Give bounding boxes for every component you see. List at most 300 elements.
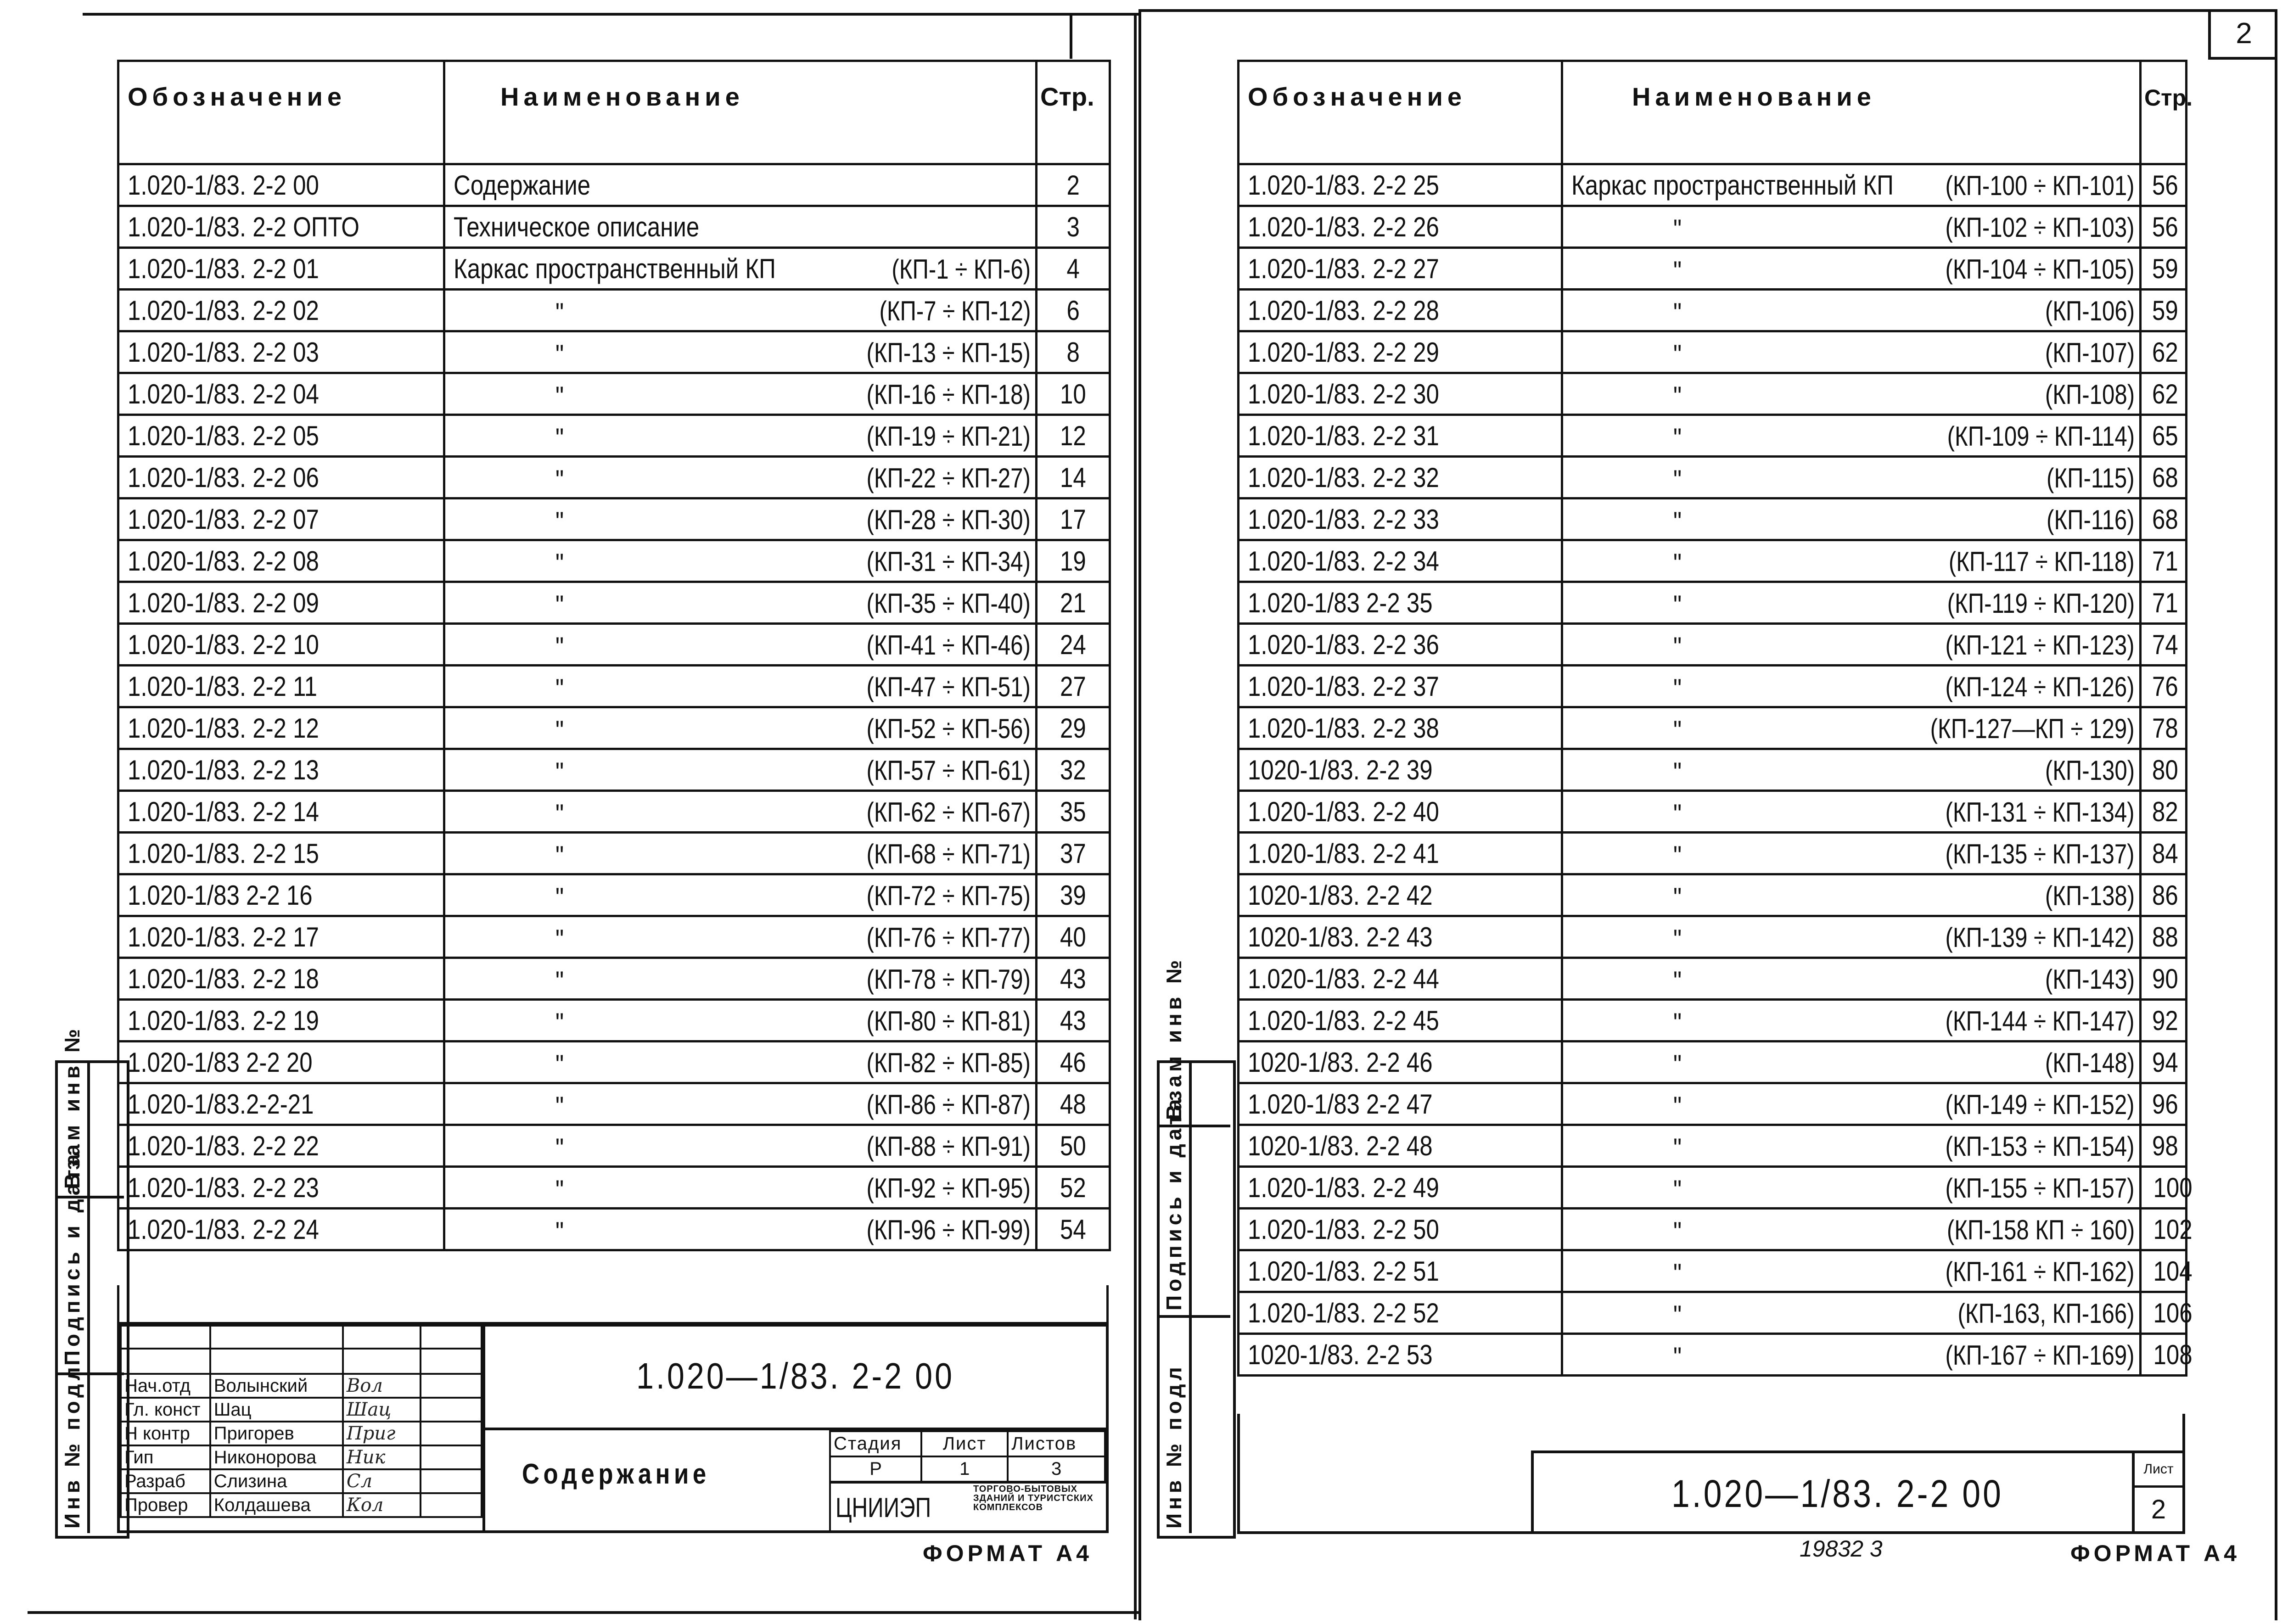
row-page-number: 98 bbox=[2152, 1130, 2178, 1161]
ditto-mark: " bbox=[555, 799, 564, 829]
row-code-text: 1.020-1/83.2-2-21 bbox=[128, 1088, 314, 1120]
row-code bbox=[1239, 457, 1562, 498]
doc-code-cell bbox=[482, 1325, 1106, 1430]
row-name bbox=[1562, 916, 2141, 958]
row-page-number: 17 bbox=[1060, 504, 1086, 535]
row-page bbox=[1037, 1042, 1110, 1083]
row-name bbox=[1562, 1000, 2141, 1042]
signer-name: Никонорова bbox=[210, 1445, 343, 1469]
row-page bbox=[1037, 666, 1110, 707]
row-name bbox=[444, 624, 1037, 666]
table-row bbox=[1239, 874, 2187, 916]
row-code-text: 1.020-1/83. 2-2 08 bbox=[128, 545, 319, 577]
row-page-number: 71 bbox=[2152, 587, 2178, 618]
row-name bbox=[1562, 498, 2141, 540]
row-name bbox=[1562, 1083, 2141, 1125]
row-code-text: 1.020-1/83. 2-2 33 bbox=[1248, 504, 1439, 535]
table-row bbox=[1239, 1042, 2187, 1083]
row-page-number: 74 bbox=[2152, 629, 2178, 660]
row-range: (КП-78 ÷ КП-79) bbox=[866, 964, 1031, 995]
row-code-text: 1.020-1/83. 2-2 10 bbox=[128, 629, 319, 660]
row-page-number: 6 bbox=[1066, 295, 1080, 326]
strip-label-inventory: Инв № подл bbox=[60, 1363, 84, 1529]
org-name: ЦНИИЭП bbox=[836, 1492, 931, 1523]
title-block bbox=[1531, 1450, 2185, 1534]
table-row bbox=[118, 206, 1110, 248]
row-name-text: Каркас пространственный КП bbox=[454, 253, 776, 284]
row-page-number: 54 bbox=[1060, 1214, 1086, 1245]
row-code-text: 1.020-1/83. 2-2 26 bbox=[1248, 211, 1439, 242]
row-code-text: 1.020-1/83. 2-2 09 bbox=[128, 587, 319, 618]
row-name bbox=[1562, 206, 2141, 248]
signer-name: Колдашева bbox=[210, 1493, 343, 1517]
row-code-text: 1.020-1/83. 2-2 27 bbox=[1248, 253, 1439, 284]
row-name bbox=[444, 916, 1037, 958]
row-page bbox=[2141, 624, 2187, 666]
row-code-text: 1.020-1/83. 2-2 41 bbox=[1248, 838, 1439, 869]
frame-bottom-line bbox=[28, 1611, 1138, 1614]
header-name: Наименование bbox=[1562, 61, 2141, 164]
table-row bbox=[1239, 248, 2187, 290]
row-page bbox=[2141, 958, 2187, 1000]
table-row bbox=[1239, 1334, 2187, 1376]
row-name bbox=[444, 1083, 1037, 1125]
row-code-text: 1.020-1/83. 2-2 15 bbox=[128, 838, 319, 869]
row-name bbox=[444, 582, 1037, 624]
row-code-text: 1020-1/83. 2-2 39 bbox=[1248, 754, 1433, 785]
row-range: (КП-153 ÷ КП-154) bbox=[1945, 1131, 2135, 1162]
signature: Сл bbox=[343, 1469, 421, 1493]
row-code bbox=[118, 331, 444, 373]
signer-role: Нач.отд bbox=[121, 1374, 210, 1398]
row-code-text: 1.020-1/83. 2-2 05 bbox=[128, 420, 319, 451]
row-range: (КП-143) bbox=[2045, 964, 2135, 995]
sheet-value: 1 bbox=[921, 1456, 1008, 1482]
row-code-text: 1.020-1/83. 2-2 13 bbox=[128, 754, 319, 785]
ditto-mark: " bbox=[555, 548, 564, 579]
row-page bbox=[2141, 290, 2187, 331]
signer-row bbox=[121, 1374, 482, 1398]
row-page bbox=[1037, 874, 1110, 916]
row-code-text: 1.020-1/83. 2-2 03 bbox=[128, 336, 319, 368]
row-name bbox=[1562, 749, 2141, 791]
ditto-mark: " bbox=[555, 339, 564, 370]
table-row bbox=[1239, 958, 2187, 1000]
row-name bbox=[444, 666, 1037, 707]
row-range: (КП-19 ÷ КП-21) bbox=[866, 421, 1031, 452]
doc-code: 1.020—1/83. 2-2 00 bbox=[1671, 1472, 2003, 1515]
ditto-mark: " bbox=[1673, 632, 1682, 662]
row-name bbox=[1562, 415, 2141, 457]
table-row bbox=[118, 1167, 1110, 1209]
row-code-text: 1.020-1/83 2-2 47 bbox=[1248, 1088, 1433, 1120]
row-range: (КП-47 ÷ КП-51) bbox=[866, 672, 1031, 702]
ditto-mark: " bbox=[555, 423, 564, 454]
date-cell bbox=[421, 1398, 482, 1422]
table-row bbox=[1239, 1250, 2187, 1292]
row-code bbox=[1239, 1042, 1562, 1083]
row-name bbox=[444, 707, 1037, 749]
table-row bbox=[118, 958, 1110, 1000]
doc-code: 1.020—1/83. 2-2 00 bbox=[636, 1355, 955, 1396]
row-page-number: 90 bbox=[2152, 963, 2178, 994]
row-name bbox=[1562, 582, 2141, 624]
row-page-number: 48 bbox=[1060, 1088, 1086, 1120]
row-code bbox=[1239, 707, 1562, 749]
ditto-mark: " bbox=[555, 1175, 564, 1205]
row-code-text: 1.020-1/83. 2-2 37 bbox=[1248, 671, 1439, 702]
row-code-text: 1.020-1/83. 2-2 14 bbox=[128, 796, 319, 827]
frame-right-line bbox=[2275, 9, 2277, 1620]
row-range: (КП-148) bbox=[2045, 1047, 2135, 1078]
ditto-mark: " bbox=[1673, 799, 1682, 829]
strip-label-signature: Подпись и дата bbox=[1162, 1095, 1186, 1310]
ditto-mark: " bbox=[1673, 882, 1682, 913]
row-page bbox=[2141, 457, 2187, 498]
ditto-mark: " bbox=[1673, 339, 1682, 370]
ditto-mark: " bbox=[1673, 1175, 1682, 1205]
row-code bbox=[1239, 164, 1562, 206]
row-page bbox=[1037, 1083, 1110, 1125]
row-page bbox=[2141, 373, 2187, 415]
row-range: (КП-57 ÷ КП-61) bbox=[866, 755, 1031, 786]
row-page bbox=[2141, 1167, 2193, 1209]
ditto-mark: " bbox=[1673, 966, 1682, 997]
row-code bbox=[1239, 1083, 1562, 1125]
row-range: (КП-121 ÷ КП-123) bbox=[1945, 630, 2135, 661]
row-code bbox=[1239, 498, 1562, 540]
row-range: (КП-52 ÷ КП-56) bbox=[866, 713, 1031, 744]
row-page bbox=[2141, 164, 2187, 206]
table-row bbox=[1239, 164, 2187, 206]
ditto-mark: " bbox=[1673, 757, 1682, 788]
row-page-number: 21 bbox=[1060, 587, 1086, 618]
row-page-number: 14 bbox=[1060, 462, 1086, 493]
right-page bbox=[1138, 0, 2288, 1624]
row-code bbox=[118, 1083, 444, 1125]
table-row bbox=[1239, 457, 2187, 498]
row-page bbox=[1037, 457, 1110, 498]
stage-label: Стадия bbox=[830, 1431, 921, 1456]
table-row bbox=[118, 874, 1110, 916]
row-page-number: 50 bbox=[1060, 1130, 1086, 1161]
row-name bbox=[444, 248, 1037, 290]
ditto-mark: " bbox=[555, 715, 564, 746]
row-code bbox=[118, 874, 444, 916]
row-code-text: 1.020-1/83. 2-2 51 bbox=[1248, 1255, 1439, 1287]
ditto-mark: " bbox=[1673, 1049, 1682, 1080]
row-range: (КП-104 ÷ КП-105) bbox=[1945, 254, 2135, 285]
ditto-mark: " bbox=[555, 506, 564, 537]
row-page-number: 56 bbox=[2152, 169, 2178, 201]
table-row bbox=[1239, 582, 2187, 624]
row-range: (КП-124 ÷ КП-126) bbox=[1945, 672, 2135, 702]
row-code bbox=[118, 791, 444, 833]
doc-title: Содержание bbox=[522, 1458, 710, 1490]
ditto-mark: " bbox=[1673, 1008, 1682, 1038]
row-name bbox=[1562, 248, 2141, 290]
row-page bbox=[1037, 749, 1110, 791]
row-page-number: 59 bbox=[2152, 295, 2178, 326]
row-code-text: 1.020-1/83. 2-2 32 bbox=[1248, 462, 1439, 493]
ditto-mark: " bbox=[555, 966, 564, 997]
row-code bbox=[1239, 415, 1562, 457]
table-row bbox=[118, 1000, 1110, 1042]
table-row bbox=[1239, 415, 2187, 457]
row-code bbox=[118, 1125, 444, 1167]
row-range: (КП-76 ÷ КП-77) bbox=[866, 922, 1031, 953]
table-row bbox=[1239, 373, 2187, 415]
stage-table bbox=[829, 1430, 1106, 1483]
row-page bbox=[2141, 916, 2187, 958]
row-page bbox=[1037, 248, 1110, 290]
ditto-mark: " bbox=[555, 1133, 564, 1164]
row-range: (КП-62 ÷ КП-67) bbox=[866, 797, 1031, 828]
row-code bbox=[118, 498, 444, 540]
row-code bbox=[118, 206, 444, 248]
row-name bbox=[1562, 1209, 2141, 1250]
row-page-number: 76 bbox=[2152, 671, 2178, 702]
table-row bbox=[1239, 791, 2187, 833]
row-page-number: 62 bbox=[2152, 336, 2178, 368]
row-page bbox=[2141, 1209, 2193, 1250]
row-code-text: 1.020-1/83. 2-2 23 bbox=[128, 1172, 319, 1203]
row-page bbox=[1037, 833, 1110, 874]
row-page bbox=[2141, 582, 2187, 624]
table-row bbox=[118, 791, 1110, 833]
row-range: (КП-102 ÷ КП-103) bbox=[1945, 212, 2135, 243]
date-cell bbox=[421, 1493, 482, 1517]
row-page bbox=[2141, 833, 2187, 874]
table-row bbox=[118, 666, 1110, 707]
row-code-text: 1.020-1/83. 2-2 36 bbox=[1248, 629, 1439, 660]
signer-row bbox=[121, 1445, 482, 1469]
frame-left-line bbox=[1138, 9, 1141, 1620]
row-code bbox=[1239, 749, 1562, 791]
row-page-number: 68 bbox=[2152, 462, 2178, 493]
row-name-text: Содержание bbox=[454, 169, 591, 201]
ditto-mark: " bbox=[555, 297, 564, 328]
signer-role: Разраб bbox=[121, 1469, 210, 1493]
row-code-text: 1.020-1/83. 2-2 45 bbox=[1248, 1005, 1439, 1036]
row-name bbox=[444, 1125, 1037, 1167]
row-name bbox=[1562, 624, 2141, 666]
table-row bbox=[118, 749, 1110, 791]
row-code-text: 1.020-1/83. 2-2 18 bbox=[128, 963, 319, 994]
row-code bbox=[118, 164, 444, 206]
table-header bbox=[118, 61, 1110, 164]
row-page bbox=[2141, 498, 2187, 540]
row-name-text: Техническое описание bbox=[454, 211, 700, 242]
ditto-mark: " bbox=[1673, 548, 1682, 579]
ditto-mark: " bbox=[1673, 381, 1682, 412]
row-code bbox=[1239, 1250, 1562, 1292]
row-page bbox=[2141, 791, 2187, 833]
row-page bbox=[2141, 331, 2187, 373]
row-code bbox=[1239, 1292, 1562, 1334]
row-range: (КП-41 ÷ КП-46) bbox=[866, 630, 1031, 661]
row-code-text: 1.020-1/83. 2-2 12 bbox=[128, 712, 319, 744]
signer-row bbox=[121, 1398, 482, 1422]
row-code-text: 1.020-1/83. 2-2 11 bbox=[128, 671, 318, 702]
row-name-text: Каркас пространственный КП bbox=[1571, 169, 1894, 201]
row-code-text: 1.020-1/83. 2-2 30 bbox=[1248, 378, 1439, 409]
row-code-text: 1.020-1/83. 2-2 00 bbox=[128, 169, 319, 201]
ditto-mark: " bbox=[1673, 590, 1682, 621]
row-name bbox=[1562, 958, 2141, 1000]
table-row bbox=[1239, 331, 2187, 373]
ditto-mark: " bbox=[1673, 1342, 1682, 1372]
date-cell bbox=[421, 1374, 482, 1398]
row-code-text: 1.020-1/83 2-2 20 bbox=[128, 1047, 313, 1078]
ditto-mark: " bbox=[1673, 715, 1682, 746]
signer-name: Слизина bbox=[210, 1469, 343, 1493]
row-name bbox=[444, 1000, 1037, 1042]
signer-name: Шац bbox=[210, 1398, 343, 1422]
row-code bbox=[1239, 331, 1562, 373]
row-code-text: 1.020-1/83. 2-2 31 bbox=[1248, 420, 1439, 451]
sheet-corner-cell bbox=[2208, 9, 2277, 60]
row-name bbox=[1562, 833, 2141, 874]
row-page bbox=[1037, 1125, 1110, 1167]
row-name bbox=[1562, 707, 2141, 749]
table-row bbox=[118, 916, 1110, 958]
table-row bbox=[1239, 833, 2187, 874]
sheet-corner-number: 2 bbox=[2236, 17, 2252, 50]
row-code-text: 1.020-1/83. 2-2 38 bbox=[1248, 712, 1439, 744]
row-page-number: 2 bbox=[1066, 169, 1080, 201]
row-code bbox=[1239, 206, 1562, 248]
row-page-number: 35 bbox=[1060, 796, 1086, 827]
row-page bbox=[1037, 707, 1110, 749]
date-cell bbox=[421, 1469, 482, 1493]
ditto-mark: " bbox=[555, 924, 564, 955]
row-code-text: 1.020-1/83. 2-2 04 bbox=[128, 378, 319, 409]
table-row bbox=[1239, 290, 2187, 331]
row-name bbox=[444, 290, 1037, 331]
row-code-text: 1.020-1/83. 2-2 19 bbox=[128, 1005, 319, 1036]
row-range: (КП-96 ÷ КП-99) bbox=[866, 1215, 1031, 1245]
row-page-number: 59 bbox=[2152, 253, 2178, 284]
header-code: Обозначение bbox=[1239, 61, 1562, 164]
ditto-mark: " bbox=[555, 1049, 564, 1080]
row-name bbox=[444, 1167, 1037, 1209]
row-code-text: 1020-1/83. 2-2 46 bbox=[1248, 1047, 1433, 1078]
row-range: (КП-68 ÷ КП-71) bbox=[866, 839, 1031, 869]
row-page-number: 62 bbox=[2152, 378, 2178, 409]
row-range: (КП-119 ÷ КП-120) bbox=[1947, 588, 2135, 619]
row-name bbox=[444, 791, 1037, 833]
table-row bbox=[1239, 749, 2187, 791]
row-page-number: 108 bbox=[2153, 1339, 2193, 1370]
row-range: (КП-138) bbox=[2045, 880, 2135, 911]
row-range: (КП-115) bbox=[2047, 463, 2135, 493]
table-row bbox=[118, 290, 1110, 331]
row-name bbox=[444, 749, 1037, 791]
row-page-number: 37 bbox=[1060, 838, 1086, 869]
row-code bbox=[1239, 1000, 1562, 1042]
row-page-number: 40 bbox=[1060, 921, 1086, 952]
row-page bbox=[1037, 540, 1110, 582]
row-code bbox=[1239, 874, 1562, 916]
contents-table-right bbox=[1237, 60, 2193, 1377]
row-name bbox=[1562, 290, 2141, 331]
row-code bbox=[118, 749, 444, 791]
row-code-text: 1.020-1/83. 2-2 29 bbox=[1248, 336, 1439, 368]
strip-label-inventory: Инв № подл bbox=[1162, 1363, 1186, 1529]
row-range: (КП-31 ÷ КП-34) bbox=[866, 546, 1031, 577]
row-range: (КП-130) bbox=[2045, 755, 2135, 786]
row-page-number: 39 bbox=[1060, 879, 1086, 911]
org-dept: ТОРГОВО-БЫТОВЫХ ЗДАНИЙ И ТУРИСТСКИХ КОМПЛЕКСОВ bbox=[973, 1484, 1094, 1512]
format-label: ФОРМАТ А4 bbox=[923, 1540, 1093, 1566]
contents-table-left bbox=[117, 60, 1111, 1251]
row-page-number: 24 bbox=[1060, 629, 1086, 660]
row-name bbox=[444, 833, 1037, 874]
row-code bbox=[118, 916, 444, 958]
signature: Вол bbox=[343, 1374, 421, 1398]
row-code bbox=[118, 1209, 444, 1250]
row-code bbox=[1239, 1209, 1562, 1250]
row-name bbox=[444, 457, 1037, 498]
row-code bbox=[1239, 582, 1562, 624]
row-page bbox=[1037, 624, 1110, 666]
ditto-mark: " bbox=[1673, 1216, 1682, 1247]
row-page bbox=[2141, 666, 2187, 707]
table-row bbox=[118, 1209, 1110, 1250]
row-page bbox=[2141, 1000, 2187, 1042]
row-name bbox=[1562, 1125, 2141, 1167]
row-range: (КП-22 ÷ КП-27) bbox=[866, 463, 1031, 493]
row-code-text: 1.020-1/83. 2-2 34 bbox=[1248, 545, 1439, 577]
row-page-number: 46 bbox=[1060, 1047, 1086, 1078]
row-range: (КП-131 ÷ КП-134) bbox=[1945, 797, 2135, 828]
row-code bbox=[118, 582, 444, 624]
table-row bbox=[1239, 498, 2187, 540]
row-page bbox=[1037, 791, 1110, 833]
row-name bbox=[444, 206, 1037, 248]
row-code-text: 1.020-1/83 2-2 35 bbox=[1248, 587, 1433, 618]
row-name bbox=[1562, 1292, 2141, 1334]
sheets-value: 3 bbox=[1008, 1456, 1105, 1482]
row-page-number: 96 bbox=[2152, 1088, 2178, 1120]
row-page-number: 19 bbox=[1060, 545, 1086, 577]
row-code bbox=[118, 666, 444, 707]
signer-role: Гип bbox=[121, 1445, 210, 1469]
row-range: (КП-1 ÷ КП-6) bbox=[892, 254, 1031, 285]
ditto-mark: " bbox=[555, 381, 564, 412]
row-code bbox=[118, 1167, 444, 1209]
row-code-text: 1.020-1/83. 2-2 06 bbox=[128, 462, 319, 493]
ditto-mark: " bbox=[555, 1216, 564, 1247]
row-range: (КП-108) bbox=[2045, 379, 2135, 410]
table-row bbox=[1239, 624, 2187, 666]
signer-row bbox=[121, 1493, 482, 1517]
row-code-text: 1.020-1/83. 2-2 50 bbox=[1248, 1214, 1439, 1245]
org-cell bbox=[829, 1481, 1106, 1530]
row-page-number: 104 bbox=[2153, 1255, 2193, 1287]
row-code bbox=[118, 624, 444, 666]
signer-role: Провер bbox=[121, 1493, 210, 1517]
row-page-number: 68 bbox=[2152, 504, 2178, 535]
row-code bbox=[1239, 833, 1562, 874]
row-code-text: 1.020-1/83. 2-2 17 bbox=[128, 921, 319, 952]
row-code-text: 1.020-1/83. 2-2 25 bbox=[1248, 169, 1439, 201]
row-page-number: 12 bbox=[1060, 420, 1086, 451]
stamp-number: 19832 3 bbox=[1800, 1536, 1883, 1562]
table-row bbox=[1239, 1209, 2187, 1250]
row-range: (КП-155 ÷ КП-157) bbox=[1945, 1173, 2135, 1204]
